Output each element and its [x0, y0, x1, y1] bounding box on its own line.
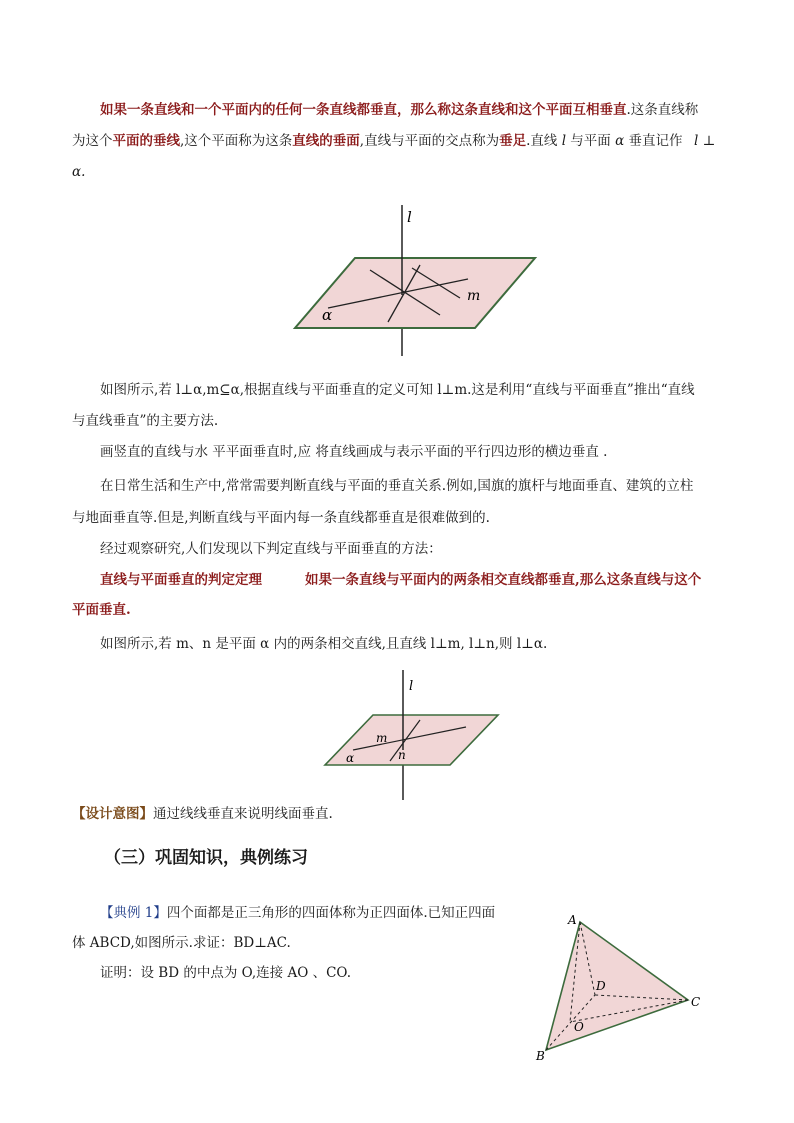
para6: 如图所示,若 m、n 是平面 α 内的两条相交直线,且直线 l⊥m, l⊥n,则 l⊥α. — [100, 636, 548, 652]
definition-red: 如果一条直线和一个平面内的任何一条直线都垂直，那么称这条直线和这个平面互相垂直 — [100, 102, 627, 118]
theorem-body-end: 平面垂直. — [72, 602, 131, 618]
label-alpha: α — [322, 306, 333, 324]
text-fragment: .直线 — [526, 133, 562, 149]
example-line2: 体 ABCD,如图所示.求证：BD⊥AC. — [72, 935, 291, 951]
text-fragment: 与平面 — [566, 133, 616, 149]
face-abc — [546, 922, 688, 1050]
figure-theorem — [318, 665, 503, 805]
proof-line: 证明：设 BD 的中点为 O,连接 AO 、CO. — [100, 965, 351, 981]
para2-line2: 与直线垂直”的主要方法. — [72, 413, 219, 429]
label-m: m — [467, 288, 481, 304]
example-tag: 【典例 1】 — [100, 905, 167, 921]
para2-line1: 如图所示,若 l⊥α,m⊆α,根据直线与平面垂直的定义可知 l⊥m.这是利用“直线与平面垂直”推出“直线 — [100, 382, 695, 398]
text-fragment: ,这个平面称为这条 — [180, 133, 293, 149]
label-O: O — [574, 1020, 584, 1034]
example-text: 四个面都是正三角形的四面体称为正四面体.已知正四面 — [166, 905, 496, 921]
theorem-body: 如果一条直线与平面内的两条相交直线都垂直,那么这条直线与这个 — [305, 572, 702, 588]
para5: 经过观察研究,人们发现以下判定直线与平面垂直的方法： — [100, 541, 442, 557]
design-text: 通过线线垂直来说明线面垂直. — [153, 806, 333, 822]
text-fragment: ,直线与平面的交点称为 — [359, 133, 500, 149]
notation: l ⊥ — [694, 133, 716, 149]
label-l: l — [409, 679, 414, 694]
para3: 画竖直的直线与水 平平面垂直时,应 将直线画成与表示平面的平行四边形的横边垂直 . — [100, 444, 608, 460]
theorem-title: 直线与平面垂直的判定定理 — [100, 572, 262, 588]
para1-line1 — [100, 100, 698, 120]
term-foot: 垂足 — [499, 133, 527, 149]
para4-line1: 在日常生活和生产中,常常需要判断直线与平面的垂直关系.例如,国旗的旗杆与地面垂直、建筑的立柱 — [100, 478, 694, 494]
design-intent — [72, 804, 333, 824]
para1-text: .这条直线称 — [626, 102, 699, 118]
label-B: B — [536, 1049, 545, 1063]
label-C: C — [691, 995, 701, 1009]
figure-tetrahedron — [530, 910, 705, 1070]
design-tag: 【设计意图】 — [72, 806, 153, 822]
label-D: D — [596, 979, 606, 993]
text-fragment: 为这个 — [72, 133, 113, 149]
label-alpha: α — [346, 751, 355, 765]
var-alpha: α — [615, 133, 625, 149]
label-l: l — [407, 208, 412, 226]
example-line1 — [100, 903, 495, 923]
label-n: n — [398, 748, 406, 762]
text-fragment: 垂直记作 — [624, 133, 683, 149]
figure-plane-perpendicular — [290, 200, 550, 365]
label-A: A — [568, 913, 577, 927]
para1-line2 — [72, 131, 683, 151]
section-heading: （三）巩固知识，典例练习 — [104, 848, 308, 868]
label-m: m — [376, 731, 388, 745]
term-perpendicular-line: 平面的垂线 — [112, 133, 180, 149]
para4-line2: 与地面垂直等.但是,判断直线与平面内每一条直线都垂直是很难做到的. — [72, 510, 490, 526]
var-l: l — [561, 133, 567, 149]
term-perpendicular-plane: 直线的垂面 — [292, 133, 360, 149]
para1-line3: α. — [72, 164, 86, 180]
